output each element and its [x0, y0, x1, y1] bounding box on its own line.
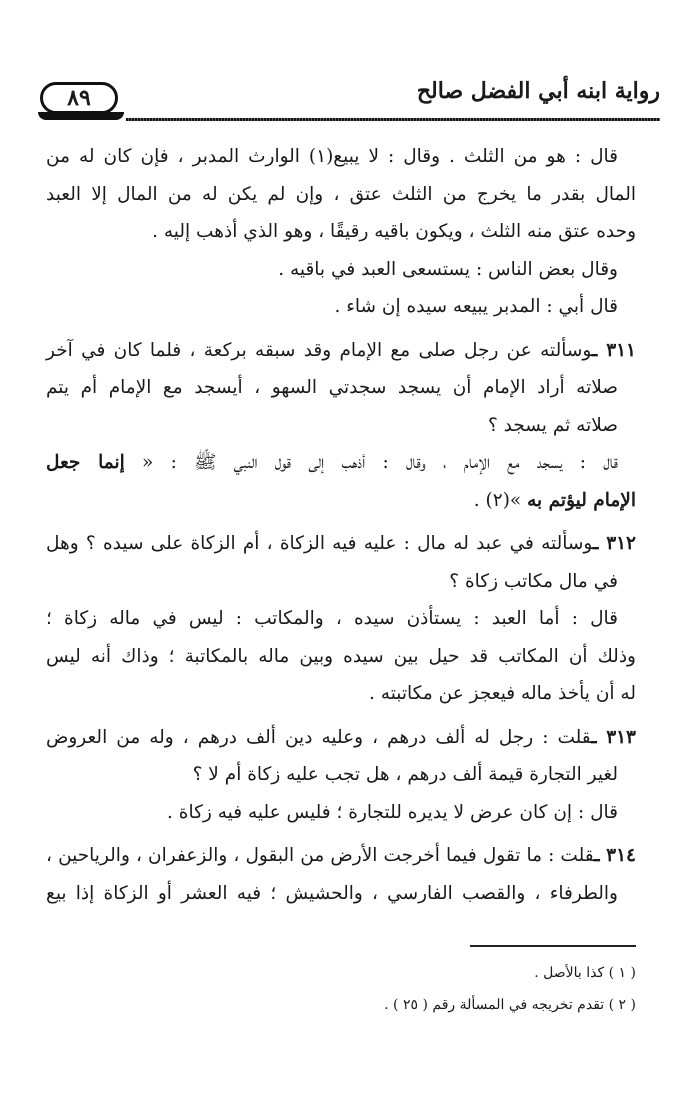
question-number: ٣١١ ـ — [591, 339, 636, 361]
text-line — [46, 563, 636, 601]
text-line — [46, 638, 636, 676]
hadith-text: الإمام ليؤتم به — [527, 489, 636, 511]
line-text: المال بقدر ما يخرج من الثلث عتق ، وإن لم يكن له من المال إلا العبد — [46, 183, 636, 205]
line-text: وسألته عن رجل صلى مع الإمام وقد سبقه بركعة ، فلما كان في آخر — [46, 339, 592, 361]
text-line — [46, 288, 636, 326]
question-number: ٣١٢ ـ — [592, 533, 636, 554]
running-title: رواية ابنه أبي الفضل صالح — [416, 78, 660, 104]
line-text: قال : أما العبد : يستأذن سيده ، والمكاتب : ليس في ماله زكاة ؛ — [46, 608, 618, 629]
text-line — [46, 675, 636, 713]
question-number: ٣١٤ ـ — [594, 845, 636, 866]
text-line — [46, 138, 636, 176]
line-text: وسألته في عبد له مال : عليه فيه الزكاة ، أم الزكاة على سيده ؟ وهل — [46, 533, 593, 554]
page-number: ٨٩ — [40, 82, 118, 114]
header-rule — [126, 118, 660, 121]
body-text — [46, 138, 636, 912]
text-line — [46, 600, 636, 638]
question-number: ٣١٣ ـ — [591, 726, 636, 748]
text-line — [46, 176, 636, 214]
line-text: وقال بعض الناس : يستسعى العبد في باقيه . — [278, 258, 618, 280]
line-text: قال : هو من الثلث . وقال : لا يبيع(١) الوارث المدبر ، فإن كان له من — [46, 146, 619, 167]
line-text: لغير التجارة قيمة ألف درهم ، هل تجب عليه زكاة أم لا ؟ — [192, 764, 618, 785]
text-line — [46, 875, 636, 913]
line-text: قال أبي : المدبر يبيعه سيده إن شاء . — [334, 296, 618, 317]
footnote-rule — [470, 945, 636, 947]
line-text: وذلك أن المكاتب قد حيل بين سيده وبين ماله بالمكاتبة ؛ وذاك أنه ليس — [46, 645, 636, 667]
text-line — [46, 407, 636, 445]
line-text: قال : يسجد مع الإمام ، وقال : أذهب إلى قول النبي ﷺ : « — [124, 452, 618, 473]
line-text: قلت : ما تقول فيما أخرجت الأرض من البقول ، والزعفران ، والرياحين ، — [46, 845, 595, 866]
footnote: ( ١ ) كذا بالأصل . — [534, 965, 636, 981]
line-text: وحده عتق منه الثلث ، ويكون باقيه رقيقًا ، وهو الذي أذهب إليه . — [152, 221, 636, 242]
line-text: صلاته أراد الإمام أن يسجد سجدتي السهو ، أيسجد مع الإمام أم يتم — [46, 377, 618, 398]
line-text: قال : إن كان عرض لا يديره للتجارة ؛ فليس عليه فيه زكاة . — [167, 801, 618, 823]
line-text: صلاته ثم يسجد ؟ — [487, 414, 618, 436]
footnote: ( ٢ ) تقدم تخريجه في المسألة رقم ( ٢٥ ) . — [384, 997, 636, 1013]
text-line — [46, 444, 636, 482]
text-line — [46, 837, 636, 875]
line-text: في مال مكاتب زكاة ؟ — [449, 570, 618, 592]
text-line — [46, 719, 636, 757]
text-line — [46, 756, 636, 794]
line-text: قلت : رجل له ألف درهم ، وعليه دين ألف درهم ، وله من العروض — [46, 726, 592, 748]
line-text: له أن يأخذ ماله فيعجز عن مكاتبته . — [369, 683, 636, 704]
text-line — [46, 251, 636, 289]
line-text: »(٢) . — [473, 489, 528, 511]
page-header — [40, 78, 660, 124]
text-line — [46, 369, 636, 407]
text-line — [46, 525, 636, 563]
text-line — [46, 213, 636, 251]
line-text: والطرفاء ، والقصب الفارسي ، والحشيش ؛ فيه العشر أو الزكاة إذا بيع — [46, 882, 618, 904]
text-line — [46, 482, 636, 520]
hadith-text: إنما جعل — [46, 452, 125, 473]
footnotes — [46, 957, 636, 1021]
text-line — [46, 332, 636, 370]
text-line — [46, 794, 636, 832]
